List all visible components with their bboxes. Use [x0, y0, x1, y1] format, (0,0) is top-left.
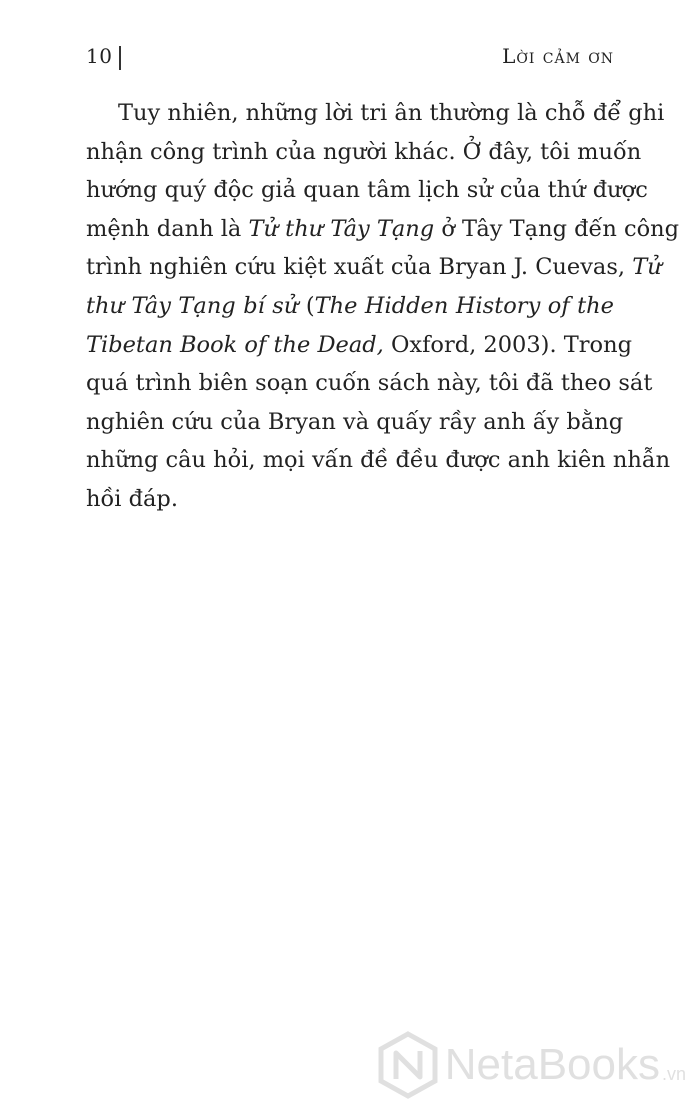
- paragraph-line: Tuy nhiên, những lời tri ân thường là chỗ để ghi: [118, 100, 665, 126]
- paragraph-line: nhận công trình của người khác. Ở đây, tôi muốn: [86, 138, 642, 165]
- book-title-italic: Tibetan Book of the Dead,: [86, 331, 384, 358]
- paragraph-line: hồi đáp.: [86, 485, 178, 512]
- line-text: Oxford, 2003). Trong: [383, 331, 632, 358]
- line-text: (: [298, 292, 315, 319]
- line-text: trình nghiên cứu kiệt xuất của Bryan J. Cuevas,: [86, 254, 633, 281]
- book-title-italic: The Hidden History of the: [314, 292, 614, 319]
- paragraph-line: [86, 248, 662, 287]
- page-header: [86, 44, 614, 74]
- paragraph-line: những câu hỏi, mọi vấn đề đều được anh kiên nhẫn: [86, 447, 671, 474]
- paragraph-line: quá trình biên soạn cuốn sách này, tôi đã theo sát: [86, 370, 653, 397]
- paragraph-line: nghiên cứu của Bryan và quấy rầy anh ấy bằng: [86, 408, 624, 435]
- book-title-italic: Tử thư Tây Tạng: [248, 215, 435, 242]
- paragraph-line: [86, 287, 614, 326]
- running-head: Lời cảm ơn: [502, 44, 614, 68]
- page-number: 10: [86, 44, 113, 68]
- book-title-italic: thư Tây Tạng bí sử: [86, 292, 299, 319]
- paragraph-line: hướng quý độc giả quan tâm lịch sử của thứ được: [86, 177, 648, 204]
- book-title-italic: Tử: [632, 254, 662, 281]
- netabooks-watermark: [377, 1029, 686, 1101]
- netabooks-logo-icon: [377, 1031, 439, 1099]
- watermark-brand: NetaBooks: [444, 1040, 660, 1089]
- line-text: mệnh danh là: [86, 215, 249, 242]
- watermark-suffix: .vn: [661, 1064, 686, 1084]
- line-text: ở Tây Tạng đến công: [434, 215, 680, 242]
- acknowledgement-paragraph: [86, 94, 680, 519]
- header-divider: [119, 46, 121, 70]
- paragraph-line: [86, 210, 680, 249]
- paragraph-line: [86, 326, 632, 365]
